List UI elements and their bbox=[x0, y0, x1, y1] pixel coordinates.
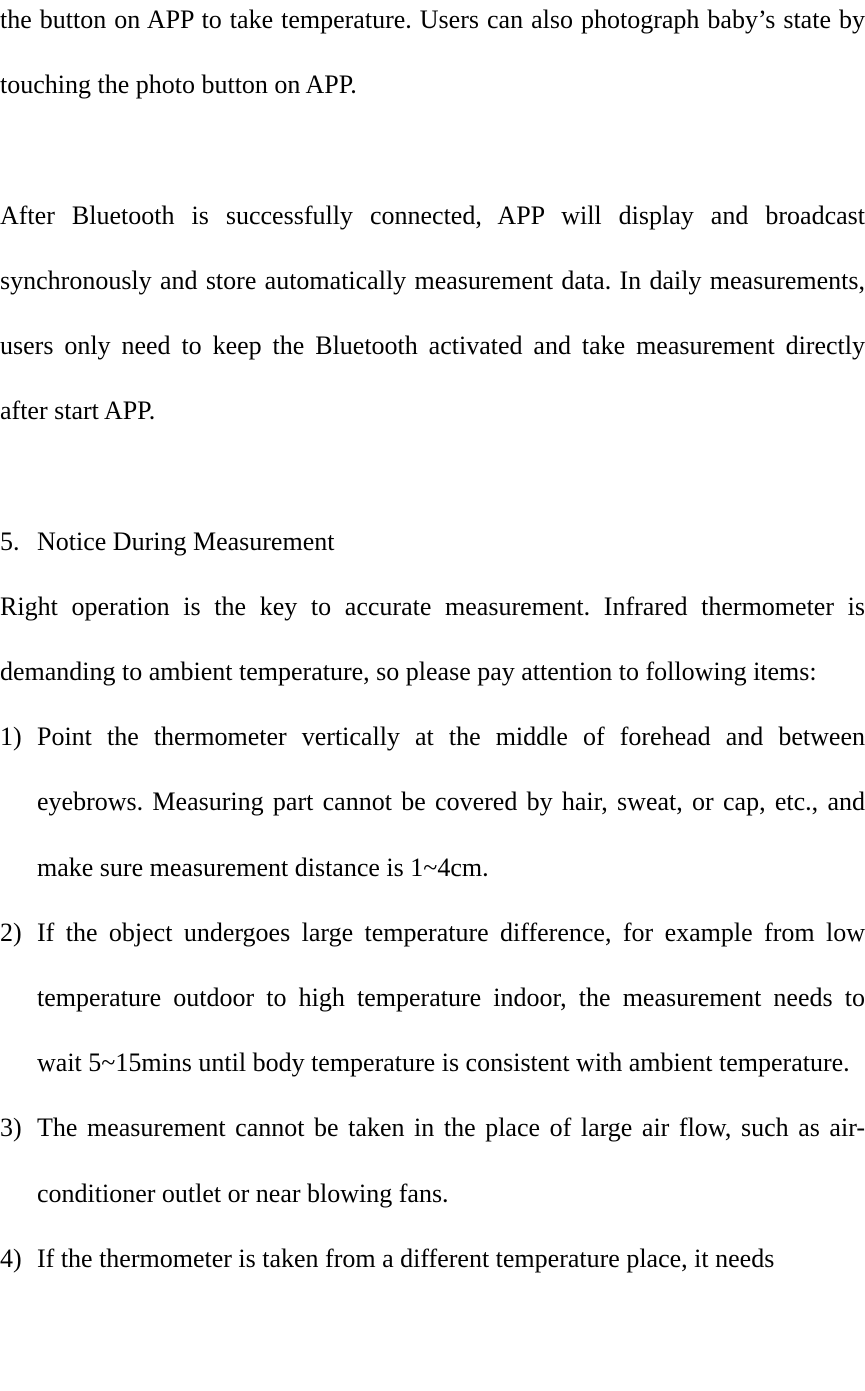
section-heading bbox=[0, 509, 865, 574]
list-item bbox=[0, 900, 865, 1096]
list-marker: 1) bbox=[0, 722, 22, 752]
list-marker: 2) bbox=[0, 917, 22, 947]
spacer bbox=[0, 443, 865, 508]
bluetooth-paragraph: After Bluetooth is successfully connected, APP will display and broadcast synchronously and store automatically measurement data. In daily measurements, users only need to keep the Bluetooth activated and take measurement directly after start APP. bbox=[0, 200, 865, 426]
spacer bbox=[0, 117, 865, 182]
list-item bbox=[0, 1095, 865, 1225]
list-marker: 4) bbox=[0, 1243, 22, 1273]
list-item-text: If the thermometer is taken from a different temperature place, it needs bbox=[37, 1243, 775, 1273]
list-item bbox=[0, 704, 865, 900]
list-item bbox=[0, 1226, 865, 1291]
section-title: Notice During Measurement bbox=[37, 526, 335, 556]
list-item-text: Point the thermometer vertically at the middle of forehead and between eyebrows. Measuring part cannot be covered by hair, sweat, or cap, etc., and make sure measurement distance is 1~4cm. bbox=[37, 722, 865, 882]
notice-list bbox=[0, 704, 865, 1291]
list-item-text: If the object undergoes large temperature difference, for example from low temperature outdoor to high temperature indoor, the measurement needs to wait 5~15mins until body temperature is consistent with ambient temperature. bbox=[37, 917, 865, 1078]
app-button-paragraph: the button on APP to take temperature. Users can also photograph baby’s state by touching the photo button on APP. bbox=[0, 5, 865, 100]
list-item-text: The measurement cannot be taken in the place of large air flow, such as air-conditioner outlet or near blowing fans. bbox=[37, 1113, 865, 1208]
section-number: 5. bbox=[0, 526, 20, 556]
intro-paragraph: Right operation is the key to accurate measurement. Infrared thermometer is demanding to ambient temperature, so please pay attention to following items: bbox=[0, 591, 865, 686]
list-marker: 3) bbox=[0, 1113, 22, 1143]
